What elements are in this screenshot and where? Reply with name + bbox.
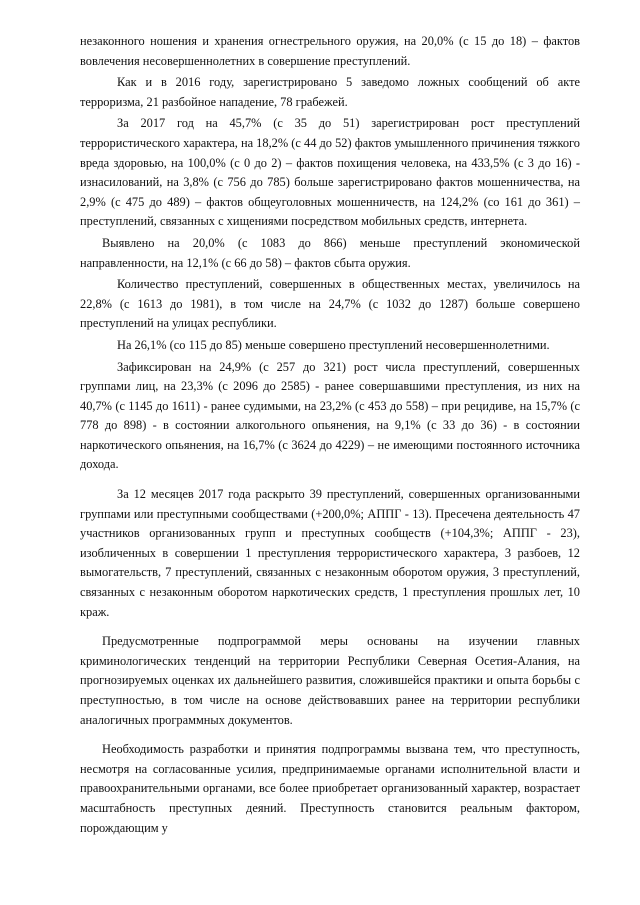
paragraph-3: За 2017 год на 45,7% (с 35 до 51) зарегистрирован рост преступлений террористического характера, на 18,2% (с 44 до 52) фактов умышленного причинения тяжкого вреда здоровью, на 100,0% (с 0 до 2) – фактов похищения человека, на 433,5% (с 3 до 16) - изнасилований, на 3,8% (с 756 до 785) больше зарегистрировано фактов мошенничества, на 2,9% (с 475 до 489) – фактов общеуголовных мошенничеств, на 124,2% (со 161 до 361) – преступлений, связанных с хищениями посредством мобильных средств, интернета. — [80, 116, 581, 229]
paragraph-7: Зафиксирован на 24,9% (с 257 до 321) рост числа преступлений, совершенных группами лиц, на 23,3% (с 2096 до 2585) - ранее совершавшими преступления, из них на 40,7% (с 1145 до 1611) - ранее судимыми, на 23,2% (с 453 до 558) – при рецидиве, на 15,7% (с 778 до 898) - в состоянии алкогольного опьянения, на 9,1% (с 33 до 36) - в состоянии наркотического опьянения, на 16,7% (с 3624 до 4229) – не имеющими постоянного источника дохода. — [80, 359, 580, 472]
paragraph-8: За 12 месяцев 2017 года раскрыто 39 преступлений, совершенных организованными группами или преступными сообществами (+200,0%; АППГ - 13). Пресечена деятельность 47 участников организованных групп и преступных сообществ (+104,3%; АППГ - 23), изобличенных в совершении 1 преступления террористического характера, 3 разбоев, 12 вымогательств, 7 преступлений, связанных с незаконным оборотом оружия, 3 преступлений, связанных с незаконным оборотом наркотических средств, 1 преступления прошлых лет, 10 краж. — [80, 487, 580, 619]
paragraph-2: Как и в 2016 году, зарегистрировано 5 заведомо ложных сообщений об акте терроризма, 21 разбойное нападение, 78 грабежей. — [80, 75, 580, 109]
paragraph-5: Количество преступлений, совершенных в общественных местах, увеличилось на 22,8% (с 1613 до 1981), в том числе на 24,7% (с 1032 до 1287) больше совершено преступлений на улицах республики. — [80, 277, 580, 331]
paragraph-1: незаконного ношения и хранения огнестрельного оружия, на 20,0% (с 15 до 18) – фактов вовлечения несовершеннолетних в совершение преступлений. — [80, 34, 580, 68]
paragraph-9: Предусмотренные подпрограммой меры основаны на изучении главных криминологических тенденций на территории Республики Северная Осетия-Алания, на прогнозируемых оценках их дальнейшего развития, сложившейся практики и опыта борьбы с преступностью, в том числе на основе действовавших ранее на территории республики аналогичных программных документов. — [80, 634, 580, 727]
paragraph-10: Необходимость разработки и принятия подпрограммы вызвана тем, что преступность, несмотря на согласованные усилия, предпринимаемые органами исполнительной власти и правоохранительными органами, все более приобретает организованный характер, возрастает масштабность преступных деяний. Преступность становится реальным фактором, порождающим у — [80, 742, 580, 835]
paragraph-6: На 26,1% (со 115 до 85) меньше совершено преступлений несовершеннолетними. — [117, 337, 550, 352]
paragraph-4: Выявлено на 20,0% (с 1083 до 866) меньше преступлений экономической направленности, на 12,1% (с 66 до 58) – фактов сбыта оружия. — [80, 235, 580, 270]
document-page — [80, 32, 580, 838]
